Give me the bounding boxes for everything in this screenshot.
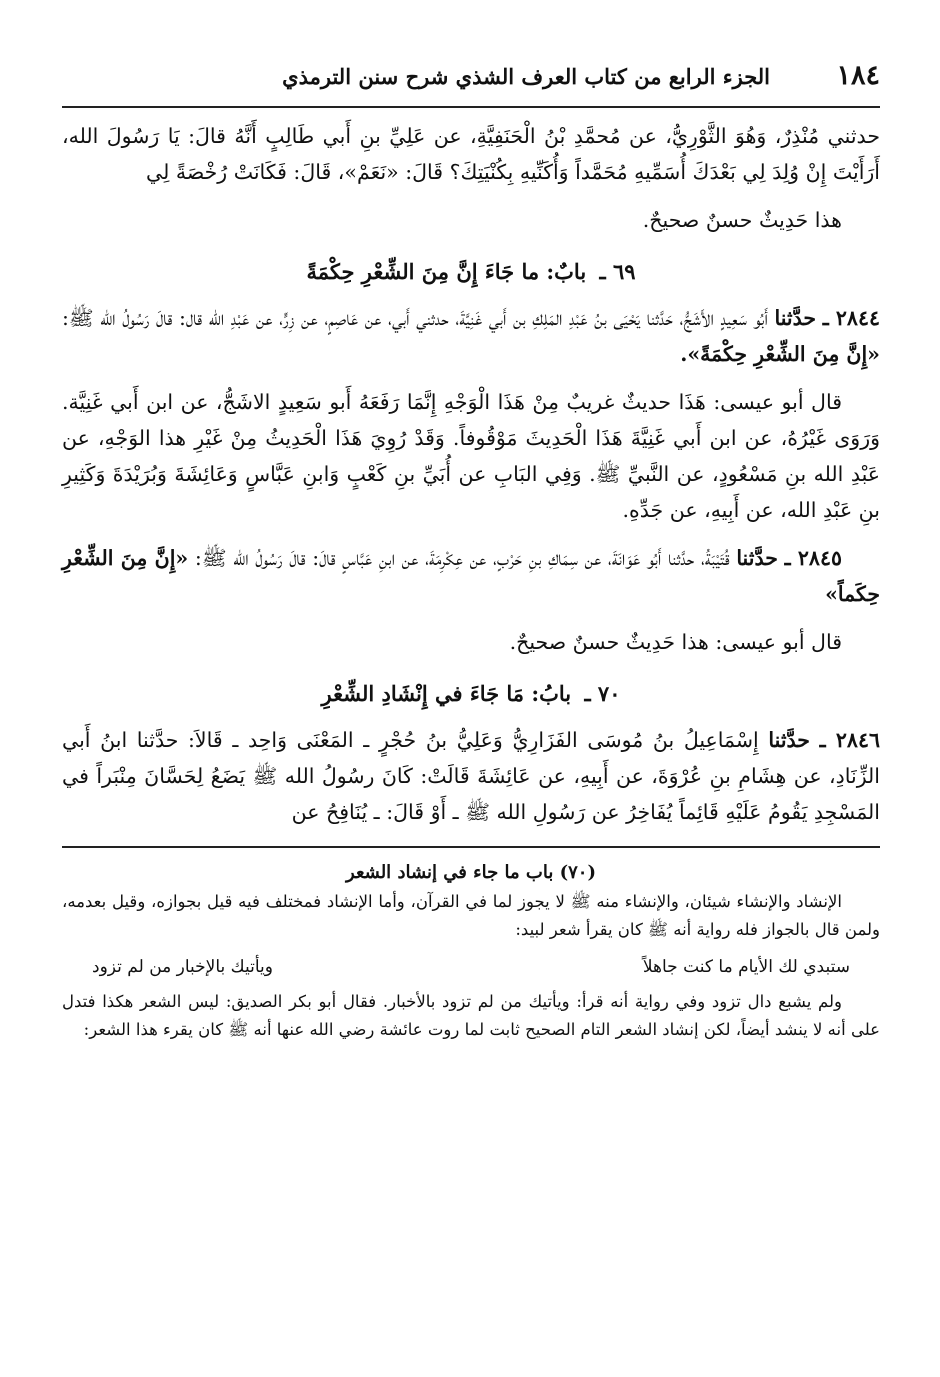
chapter-title: بابُ: مَا جَاءَ في إِنْشَادِ الشِّعْرِ — [321, 681, 572, 706]
paragraph-1: حدثني مُنْذِرٌ، وَهُوَ الثَّوْرِيُّ، عن مُحمَّدِ بْنُ الْحَنَفِيَّةِ، عن عَلِيِّ بنِ أَبي طَالِبٍ أَنَّهُ قالَ: يَا رَسُولَ الله، أَرَأَيْتَ إِنْ وُلِدَ لِي بَعْدَكَ أُسَمِّيهِ مُحَمَّداً وَأُكَنِّيهِ بِكُنْيَتِكَ؟ قَالَ: «نَعَمْ»، قَالَ: فَكَانَتْ رُخْصَةً لِي — [62, 124, 880, 184]
poetry-verse — [92, 950, 850, 984]
verse-hemistich-first: ستبدي لك الأيام ما كنت جاهلاً — [642, 957, 850, 977]
hadith-text: قُتَيْبَةُ، حدَّثنا أَبُو عَوَانَةَ، عن سِمَاكِ بنِ حَرْبٍ، عن عِكْرِمَةَ، عن ابنِ عَبَّاسٍ قالَ: قالَ رَسُولُ الله ﷺ: — [194, 546, 730, 570]
verse-hemistich-second: ويأتيك بالإخبار من لم تزود — [92, 957, 273, 977]
hadith-2845 — [62, 540, 880, 612]
hadith-text: أَبُو سَعِيدٍ الأَشَجُّ، حَدَّثنا يَحْيَى بنُ عَبْدِ المَلِكِ بن أَبي غَنِيَّةَ، حدثني أَبي، عن عَاصِمٍ، عن زِرٍّ، عن عَبْدِ الله قال: قالَ رَسُولُ الله ﷺ: — [62, 306, 768, 330]
hadith-number: ٢٨٤٦ ـ — [819, 728, 880, 752]
prophetic-quote: «إِنَّ مِنَ الشِّعْرِ حِكَماً» — [62, 546, 880, 606]
footnote-paragraph-2: ولم يشبع دال تزود وفي رواية أنه قرأ: ويأتيك من لم تزود بالأخبار. فقال أبو بكر الصديق: ليس الشعر هكذا فتدل على أنه لا ينشد أيضاً، لكن إنشاد الشعر التام الصحيح ثابت لما روت عائشة رضي الله عنها أنه ﷺ كان يقرء هذا الشعر: — [62, 992, 880, 1039]
narration-word: حدَّثنا — [736, 546, 778, 570]
footnote-title: (٧٠) باب ما جاء في إنشاد الشعر — [346, 862, 596, 883]
paragraph-3: قال أبو عيسى: هَذَا حديثٌ غريبٌ مِنْ هَذَا الْوَجْهِ إِنَّمَا رَفَعَهُ أَبو سَعِيدٍ الاشَجُّ، عن ابن أَبي غَنِيَّة. وَرَوَى غَيْرُهُ، عن ابن أَبي غَنِيَّةَ هَذَا الْحَدِيثَ مَوْقُوفاً. وَقَدْ رُوِيَ هَذَا الْحَدِيثُ مِنْ غَيْرِ هذا الوَجْهِ، عن عَبْدِ الله بنِ مَسْعُودٍ، عن النَّبيِّ ﷺ. وَفِي البَابِ عن أُبَيِّ بنِ كَعْبٍ وَابنِ عَبَّاسٍ وَعَائِشَةَ وَبُرَيْدَةَ وَكَثِيرِ بنِ عَبْدِ الله، عن أَبِيهِ، عن جَدِّهِ. — [62, 390, 880, 522]
paragraph-2: هذا حَدِيثٌ حسنٌ صحيحٌ. — [642, 208, 842, 232]
narration-word: حدَّثنا — [774, 306, 817, 330]
chapter-title: بابٌ: ما جَاءَ إِنَّ مِنَ الشِّعْرِ حِكْمَةً — [306, 259, 587, 284]
chapter-number: ٧٠ ـ — [584, 681, 621, 706]
book-page — [62, 58, 880, 1358]
page-header — [62, 58, 880, 108]
prophetic-quote: «إِنَّ مِنَ الشِّعْرِ حِكْمَةً». — [680, 342, 880, 366]
chapter-number: ٦٩ ـ — [599, 259, 636, 284]
hadith-2844 — [62, 300, 880, 372]
footnote-divider — [62, 846, 880, 848]
chapter-heading-70 — [62, 676, 880, 712]
hadith-number: ٢٨٤٤ ـ — [822, 306, 880, 330]
narration-word: حدَّثنا — [768, 728, 810, 752]
hadith-number: ٢٨٤٥ ـ — [784, 546, 842, 570]
main-text — [62, 118, 880, 830]
chapter-heading-69 — [62, 254, 880, 290]
hadith-text: إِسْمَاعِيلُ بنُ مُوسَى الفَزَارِيُّ وَعَلِيُّ بنُ حُجْرٍ ـ المَعْنَى وَاحِد ـ قَالاَ: حدَّثنا ابنُ أَبي الزِّنَادِ، عن هِشَامِ بنِ عُرْوَةَ، عن أَبِيهِ، عن عَائِشَةَ قَالَتْ: كَانَ رسُولُ الله ﷺ يَضَعُ لِحَسَّانَ مِنْبَراً في المَسْجِدِ يَقُومُ عَلَيْهِ قَائِماً يُفَاخِرُ عن رَسُولِ الله ﷺ ـ أَوْ قَالَ: ـ يُنَافِحُ عن — [62, 728, 880, 824]
footnotes-section — [62, 858, 880, 1044]
hadith-2846 — [62, 722, 880, 830]
footnote-paragraph-1: الإنشاد والإنشاء شيئان، والإنشاء منه ﷺ لا يجوز لما في القرآن، وأما الإنشاد فمختلف فيه قيل بجوازه، وقيل بعدمه، ولمن قال بالجواز فله رواية أنه ﷺ كان يقرأ شعر لبيد: — [62, 892, 880, 939]
running-title: الجزء الرابع من كتاب العرف الشذي شرح سنن الترمذي — [282, 64, 770, 89]
page-number: ١٨٤ — [836, 60, 880, 91]
paragraph-4: قال أبو عيسى: هذا حَدِيثٌ حسنٌ صحيحٌ. — [509, 630, 842, 654]
